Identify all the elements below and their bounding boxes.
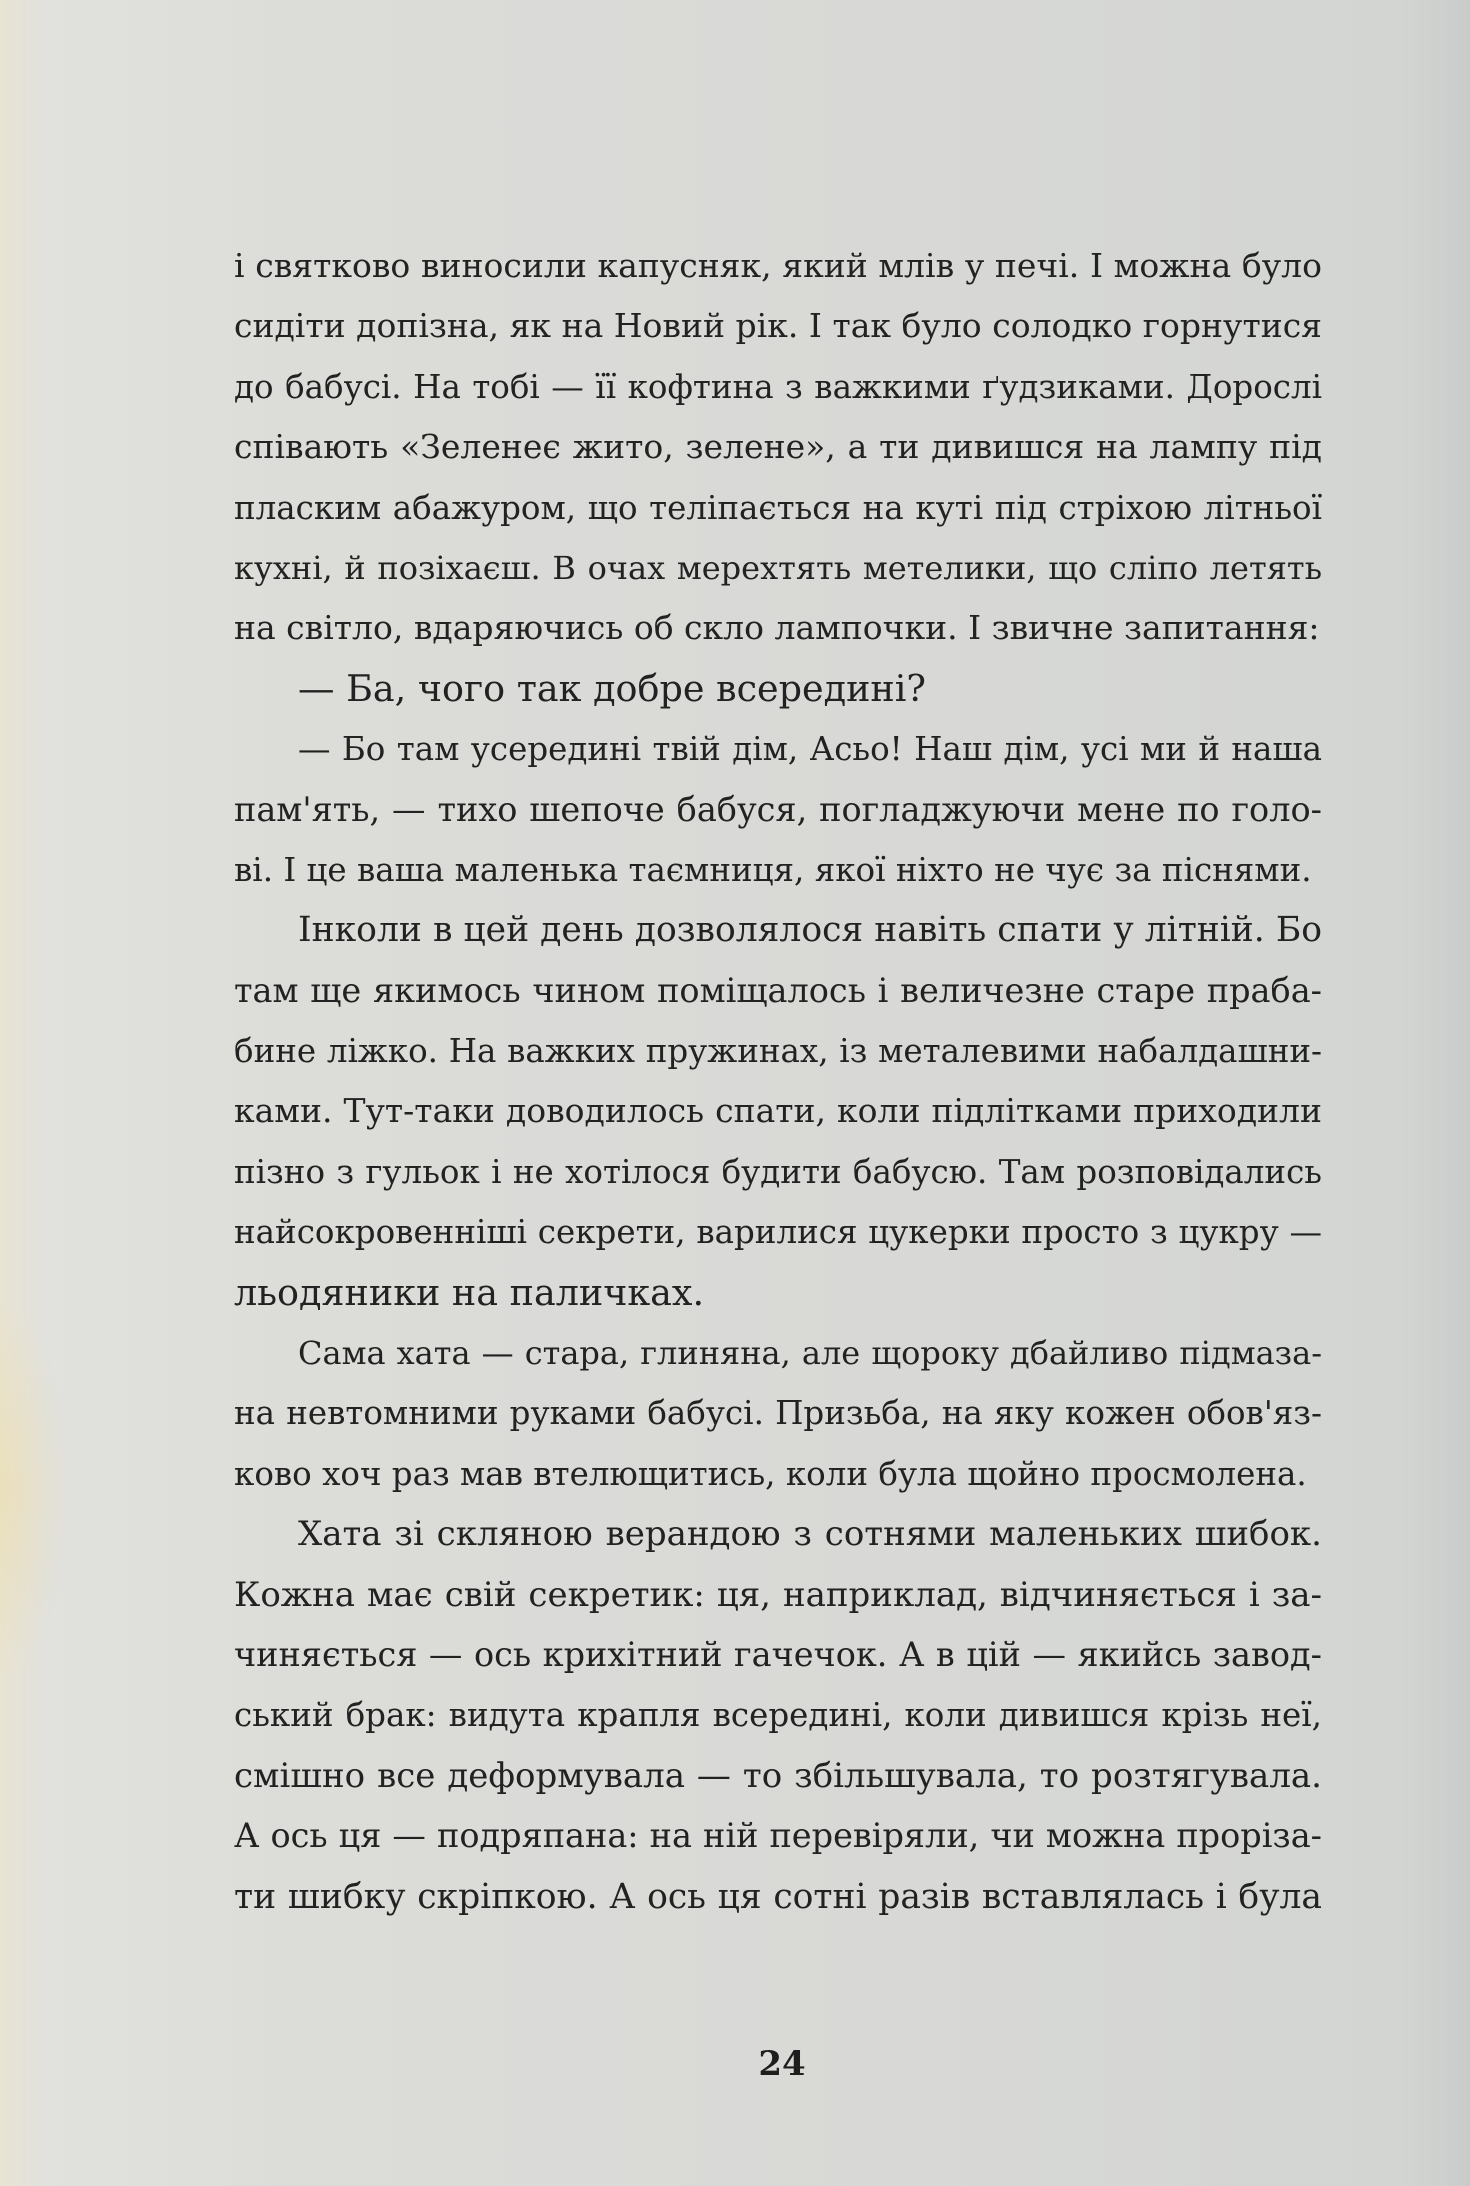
text-line: бине ліжко. На важких пружинах, із металевими набалдашни- — [234, 1032, 1322, 1071]
text-line: кухні, й позіхаєш. В очах мерехтять метелики, що сліпо летять — [234, 548, 1322, 587]
text-line: Кожна має свій секретик: ця, наприклад, відчиняється і за- — [234, 1574, 1322, 1615]
page-edge-shadow — [0, 1300, 70, 1680]
dialogue-line: — Ба, чого так добре всередині? — [298, 666, 926, 710]
text-line: пам'ять, — тихо шепоче бабуся, погладжуючи мене по голо- — [234, 789, 1322, 829]
text-line: і святково виносили капусняк, який млів у печі. І можна було — [234, 246, 1322, 285]
text-line: льодяники на паличках. — [234, 1270, 705, 1314]
text-line: на світло, вдаряючись об скло лампочки. І звичне запитання: — [234, 608, 1320, 648]
text-line: найсокровенніші секрети, варилися цукерки просто з цукру — — [234, 1213, 1322, 1252]
paragraph-first-line: Сама хата — стара, глиняна, але щороку дбайливо підмаза- — [298, 1334, 1322, 1373]
text-line: ський брак: видута крапля всередині, коли дивишся крізь неї, — [234, 1696, 1322, 1735]
text-line: А ось ця — подряпана: на ній перевіряли, чи можна проріза- — [234, 1816, 1322, 1856]
text-line: смішно все деформувала — то збільшувала, то розтягувала. — [234, 1755, 1322, 1796]
text-line: сидіти допізна, як на Новий рік. І так було солодко горнутися — [234, 306, 1322, 346]
text-line: пізно з гульок і не хотілося будити бабусю. Там розповідались — [234, 1152, 1322, 1191]
body-text — [234, 236, 1322, 1927]
dialogue-line: — Бо там усередині твій дім, Асьо! Наш дім, усі ми й наша — [298, 730, 1322, 769]
paragraph-first-line: Хата зі скляною верандою з сотнями маленьких шибок. — [298, 1514, 1322, 1555]
text-line: ково хоч раз мав втелющитись, коли була щойно просмолена. — [234, 1454, 1307, 1493]
text-line: пласким абажуром, що теліпається на куті під стріхою літньої — [234, 488, 1322, 527]
text-line: чиняється — ось крихітний гачечок. А в цій — якийсь завод- — [234, 1634, 1322, 1674]
text-line: ві. І це ваша маленька таємниця, якої ніхто не чує за піснями. — [234, 850, 1312, 889]
paragraph-first-line: Інколи в цей день дозволялося навіть спати у літній. Бо — [298, 910, 1322, 951]
text-line: співають «Зеленеє жито, зелене», а ти дивишся на лампу під — [234, 427, 1322, 467]
text-line: ти шибку скріпкою. А ось ця сотні разів вставлялась і була — [234, 1876, 1322, 1917]
text-line: там ще якимось чином поміщалось і величезне старе праба- — [234, 970, 1322, 1010]
text-line: до бабусі. На тобі — її кофтина з важкими ґудзиками. Дорослі — [234, 367, 1322, 406]
page-number: 24 — [758, 2044, 806, 2084]
text-line: ками. Тут-таки доводилось спати, коли підлітками приходили — [234, 1091, 1322, 1131]
text-line: на невтомними руками бабусі. Призьба, на яку кожен обов'яз- — [234, 1394, 1322, 1433]
